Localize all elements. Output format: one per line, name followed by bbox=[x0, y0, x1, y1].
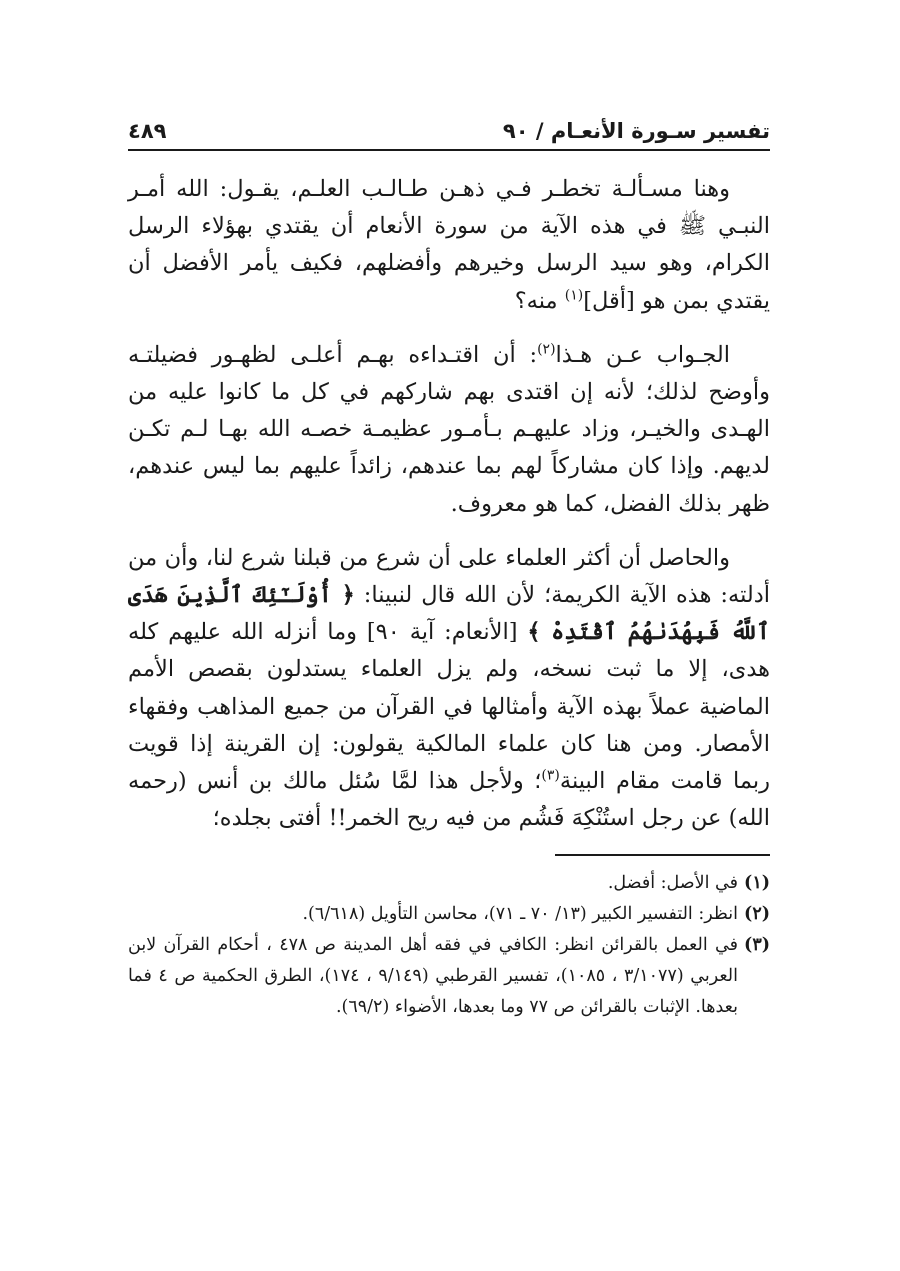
footnote-ref-2: (٢) bbox=[537, 341, 556, 358]
paragraph-text: : أن اقتـداءه بهـم أعلـى لظهـور فضيلتـه وأوضح لذلك؛ لأنه إن اقتدى بهم شاركهم في كل ما كانوا عليه من الهـدى والخيـر، وزاد عليهـم بـأمـور عظيمـة خصـه الله بهـا لـم تكـن لديهم. وإذا كان مشاركاً لهم بما عندهم، زائداً عليهم بما ليس عندهم، ظهر بذلك الفضل، كما هو معروف. bbox=[128, 341, 770, 517]
paragraph-conclusion bbox=[128, 540, 770, 838]
quran-verse: ﴿ أُوْلَـٰٓئِكَ ٱلَّذِينَ هَدَى ٱللَّهُ فَبِهُدَىٰهُمُ ٱقْتَدِهْ ﴾ bbox=[128, 582, 770, 646]
main-text bbox=[128, 171, 770, 837]
running-header bbox=[128, 105, 770, 143]
footnotes bbox=[128, 868, 770, 1023]
footnote-item bbox=[128, 930, 770, 1023]
page-number: ٤٨٩ bbox=[128, 119, 167, 143]
paragraph-text: الجـواب عـن هـذا bbox=[555, 341, 730, 368]
footnote-text: في العمل بالقرائن انظر: الكافي في فقه أهل المدينة ص ٤٧٨ ، أحكام القرآن لابن العربي (٣/١٠٧٧ ، ١٠٨٥)، تفسير القرطبي (٩/١٤٩ ، ١٧٤)، الطرق الحكمية ص ٤ فما بعدها. الإثبات بالقرائن ص ٧٧ وما بعدها، الأضواء (٦٩/٢). bbox=[128, 935, 738, 1018]
footnote-ref-1: (١) bbox=[564, 287, 584, 304]
footnote-item bbox=[128, 899, 770, 930]
footnote-ref-3: (٣) bbox=[541, 767, 560, 784]
paragraph-text: منه؟ bbox=[514, 287, 565, 314]
footnote-number: (٣) bbox=[744, 935, 770, 956]
footnote-text: انظر: التفسير الكبير (١٣/ ٧٠ ـ ٧١)، محاسن التأويل (٦/٦١٨). bbox=[302, 904, 738, 925]
paragraph-question bbox=[128, 171, 770, 320]
footnote-separator bbox=[555, 854, 770, 856]
footnote-number: (٢) bbox=[744, 904, 770, 925]
footnote-item bbox=[128, 868, 770, 899]
paragraph-text: والحاصل أن أكثر العلماء على أن شرع من قبلنا شرع لنا، وأن من أدلته: هذه الآية الكريمة؛ لأن الله قال لنبينا: bbox=[128, 544, 770, 609]
paragraph-answer bbox=[128, 337, 770, 523]
footnote-text: في الأصل: أفضل. bbox=[607, 873, 738, 894]
paragraph-text: [الأنعام: آية ٩٠] وما أنزله الله عليهم كله هدى، إلا ما ثبت نسخه، ولم يزل العلماء يستدلون بقصص الأمم الماضية عملاً بهذه الآية وأمثالها في القرآن من جميع المذاهب وفقهاء الأمصار. ومن هنا كان علماء المالكية يقولون: إن القرينة إذا قويت ربما قامت مقام البينة bbox=[128, 619, 771, 795]
paragraph-text: ؛ ولأجل هذا لمَّا سُئل مالك بن أنس (رحمه الله) عن رجل استُنْكِهَ فَشُم من فيه ريح الخمر!! أفتى بجلده؛ bbox=[128, 768, 770, 832]
paragraph-text: وهنا مسـألـة تخطـر فـي ذهـن طـالـب العلـم، يقـول: الله أمـر النبـي ﷺ في هذه الآية من سورة الأنعام أن يقتدي بهؤلاء الرسل الكرام، وهو سيد الرسل وخيرهم وأفضلهم، فكيف يأمر الأفضل أن يقتدي بمن هو [أقل] bbox=[128, 176, 770, 314]
book-page bbox=[128, 105, 770, 1023]
header-rule bbox=[128, 149, 770, 151]
header-title: تفسير سـورة الأنعـام / ٩٠ bbox=[502, 119, 770, 143]
footnote-number: (١) bbox=[744, 873, 770, 894]
